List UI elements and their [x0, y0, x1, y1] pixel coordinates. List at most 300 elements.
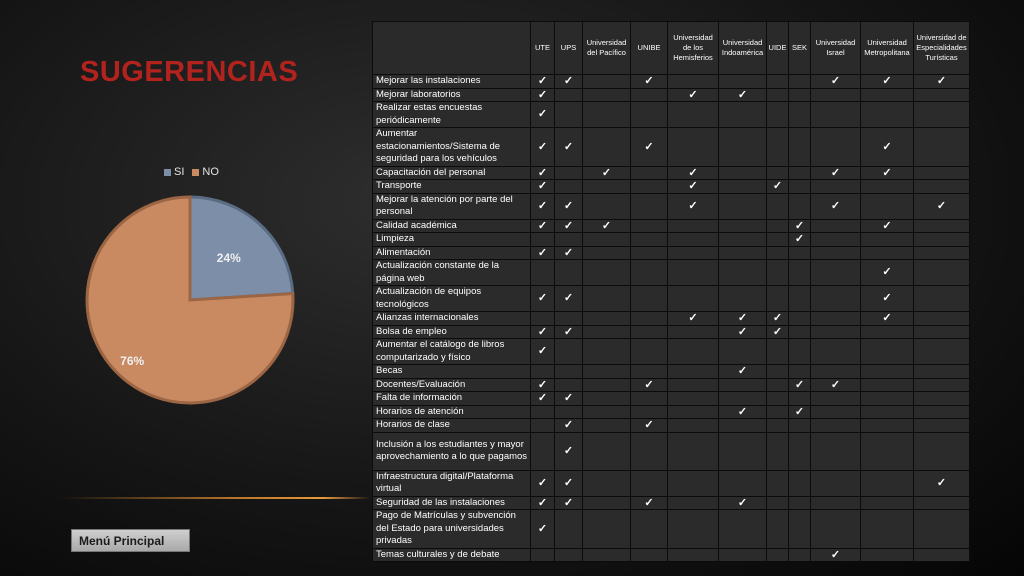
empty-cell: [811, 470, 861, 496]
check-icon: ✓: [555, 286, 583, 312]
check-icon: ✓: [531, 75, 555, 89]
check-icon: ✓: [719, 312, 767, 326]
empty-cell: [914, 128, 970, 167]
check-icon: ✓: [631, 419, 668, 433]
empty-cell: [811, 286, 861, 312]
empty-cell: [767, 102, 789, 128]
table-row: [373, 392, 970, 406]
empty-cell: [531, 233, 555, 247]
empty-cell: [811, 365, 861, 379]
check-icon: ✓: [789, 405, 811, 419]
table-row: [373, 233, 970, 247]
table-row: [373, 325, 970, 339]
chart-legend: [164, 166, 223, 178]
check-icon: ✓: [861, 128, 914, 167]
check-icon: ✓: [555, 219, 583, 233]
table-row: [373, 378, 970, 392]
table-row: [373, 219, 970, 233]
empty-cell: [583, 233, 631, 247]
empty-cell: [914, 339, 970, 365]
row-label: Becas: [373, 365, 531, 379]
check-icon: ✓: [555, 193, 583, 219]
empty-cell: [668, 325, 719, 339]
table-row: [373, 496, 970, 510]
empty-cell: [555, 339, 583, 365]
empty-cell: [719, 419, 767, 433]
empty-cell: [583, 102, 631, 128]
check-icon: ✓: [531, 470, 555, 496]
table-row: [373, 419, 970, 433]
empty-cell: [914, 166, 970, 180]
check-icon: ✓: [811, 193, 861, 219]
empty-cell: [583, 510, 631, 549]
column-header: Universidad del Pacífico: [583, 22, 631, 75]
empty-cell: [914, 325, 970, 339]
empty-cell: [583, 260, 631, 286]
empty-cell: [719, 75, 767, 89]
empty-cell: [789, 286, 811, 312]
empty-cell: [811, 233, 861, 247]
empty-cell: [861, 470, 914, 496]
empty-cell: [914, 510, 970, 549]
empty-cell: [811, 246, 861, 260]
row-label: Calidad académica: [373, 219, 531, 233]
empty-cell: [861, 419, 914, 433]
row-label: Alimentación: [373, 246, 531, 260]
empty-cell: [631, 312, 668, 326]
empty-cell: [631, 392, 668, 406]
empty-cell: [914, 496, 970, 510]
table-row: [373, 246, 970, 260]
table-row: [373, 470, 970, 496]
column-header: UTE: [531, 22, 555, 75]
check-icon: ✓: [531, 180, 555, 194]
empty-cell: [811, 88, 861, 102]
empty-cell: [789, 510, 811, 549]
table-row: [373, 180, 970, 194]
check-icon: ✓: [531, 102, 555, 128]
table-row: [373, 75, 970, 89]
empty-cell: [631, 405, 668, 419]
empty-cell: [789, 75, 811, 89]
empty-cell: [631, 246, 668, 260]
empty-cell: [631, 339, 668, 365]
empty-cell: [789, 339, 811, 365]
check-icon: ✓: [631, 496, 668, 510]
data-label-si: 24%: [216, 250, 241, 265]
check-icon: ✓: [531, 339, 555, 365]
empty-cell: [531, 260, 555, 286]
empty-cell: [631, 88, 668, 102]
check-icon: ✓: [531, 219, 555, 233]
empty-cell: [861, 548, 914, 562]
table-row: [373, 365, 970, 379]
check-icon: ✓: [668, 88, 719, 102]
check-icon: ✓: [861, 219, 914, 233]
empty-cell: [668, 419, 719, 433]
empty-cell: [914, 246, 970, 260]
check-icon: ✓: [531, 496, 555, 510]
row-label: Horarios de clase: [373, 419, 531, 433]
empty-cell: [789, 260, 811, 286]
check-icon: ✓: [914, 470, 970, 496]
legend-item-no: [192, 166, 219, 178]
pie-slice-si: [190, 197, 293, 300]
empty-cell: [583, 128, 631, 167]
empty-cell: [861, 88, 914, 102]
empty-cell: [811, 128, 861, 167]
decorative-divider: [60, 497, 370, 499]
empty-cell: [631, 470, 668, 496]
empty-cell: [767, 286, 789, 312]
empty-cell: [767, 88, 789, 102]
empty-cell: [555, 548, 583, 562]
pie-chart: [80, 190, 300, 410]
row-label: Mejorar la atención por parte del personal: [373, 193, 531, 219]
empty-cell: [719, 392, 767, 406]
empty-cell: [719, 193, 767, 219]
empty-cell: [583, 378, 631, 392]
main-menu-button[interactable]: Menú Principal: [71, 529, 190, 552]
empty-cell: [555, 166, 583, 180]
empty-cell: [531, 405, 555, 419]
table-row: [373, 339, 970, 365]
empty-cell: [914, 102, 970, 128]
check-icon: ✓: [531, 166, 555, 180]
empty-cell: [555, 233, 583, 247]
empty-cell: [789, 128, 811, 167]
empty-cell: [811, 496, 861, 510]
empty-cell: [789, 470, 811, 496]
check-icon: ✓: [531, 325, 555, 339]
table-row: [373, 166, 970, 180]
empty-cell: [555, 405, 583, 419]
row-label: Falta de información: [373, 392, 531, 406]
empty-cell: [583, 548, 631, 562]
empty-cell: [914, 432, 970, 470]
check-icon: ✓: [767, 325, 789, 339]
empty-cell: [555, 510, 583, 549]
row-label: Horarios de atención: [373, 405, 531, 419]
check-icon: ✓: [555, 496, 583, 510]
empty-cell: [583, 325, 631, 339]
empty-cell: [631, 510, 668, 549]
empty-cell: [914, 219, 970, 233]
empty-cell: [789, 88, 811, 102]
check-icon: ✓: [789, 378, 811, 392]
empty-cell: [767, 339, 789, 365]
empty-cell: [631, 365, 668, 379]
empty-cell: [555, 365, 583, 379]
row-label: Actualización de equipos tecnológicos: [373, 286, 531, 312]
check-icon: ✓: [811, 548, 861, 562]
empty-cell: [583, 88, 631, 102]
slide-title: SUGERENCIAS: [80, 56, 299, 88]
check-icon: ✓: [555, 128, 583, 167]
empty-cell: [631, 193, 668, 219]
empty-cell: [914, 405, 970, 419]
table-row: [373, 432, 970, 470]
empty-cell: [861, 392, 914, 406]
check-icon: ✓: [555, 75, 583, 89]
check-icon: ✓: [861, 75, 914, 89]
empty-cell: [914, 365, 970, 379]
legend-swatch-no: [192, 169, 199, 176]
empty-cell: [668, 339, 719, 365]
check-icon: ✓: [767, 180, 789, 194]
table-row: [373, 286, 970, 312]
empty-cell: [719, 339, 767, 365]
row-label: Limpieza: [373, 233, 531, 247]
row-label: Pago de Matrículas y subvención del Estado para universidades privadas: [373, 510, 531, 549]
empty-cell: [719, 102, 767, 128]
check-icon: ✓: [555, 246, 583, 260]
empty-cell: [719, 219, 767, 233]
empty-cell: [811, 325, 861, 339]
empty-cell: [811, 510, 861, 549]
check-icon: ✓: [811, 378, 861, 392]
empty-cell: [631, 166, 668, 180]
check-icon: ✓: [719, 365, 767, 379]
empty-cell: [767, 233, 789, 247]
column-header: Universidad Israel: [811, 22, 861, 75]
row-label: Temas culturales y de debate: [373, 548, 531, 562]
check-icon: ✓: [555, 419, 583, 433]
check-icon: ✓: [531, 88, 555, 102]
empty-cell: [531, 548, 555, 562]
row-label: Aumentar estacionamientos/Sistema de seguridad para los vehículos: [373, 128, 531, 167]
empty-cell: [767, 419, 789, 433]
empty-cell: [631, 432, 668, 470]
empty-cell: [767, 75, 789, 89]
empty-cell: [861, 405, 914, 419]
check-icon: ✓: [631, 75, 668, 89]
empty-cell: [914, 548, 970, 562]
check-icon: ✓: [531, 378, 555, 392]
table-row: [373, 510, 970, 549]
empty-cell: [789, 312, 811, 326]
empty-cell: [811, 260, 861, 286]
empty-cell: [767, 166, 789, 180]
empty-cell: [789, 548, 811, 562]
empty-cell: [555, 180, 583, 194]
empty-cell: [914, 233, 970, 247]
empty-cell: [767, 193, 789, 219]
empty-cell: [668, 405, 719, 419]
empty-cell: [811, 219, 861, 233]
empty-cell: [789, 166, 811, 180]
empty-cell: [789, 246, 811, 260]
empty-cell: [719, 432, 767, 470]
check-icon: ✓: [914, 75, 970, 89]
check-icon: ✓: [631, 378, 668, 392]
empty-cell: [767, 219, 789, 233]
empty-cell: [789, 102, 811, 128]
empty-cell: [668, 102, 719, 128]
empty-cell: [789, 392, 811, 406]
empty-cell: [767, 470, 789, 496]
empty-cell: [668, 470, 719, 496]
row-label: Aumentar el catálogo de libros computarizado y físico: [373, 339, 531, 365]
empty-cell: [719, 128, 767, 167]
empty-cell: [811, 392, 861, 406]
empty-cell: [555, 378, 583, 392]
empty-cell: [719, 233, 767, 247]
empty-cell: [914, 378, 970, 392]
empty-cell: [861, 339, 914, 365]
empty-cell: [861, 325, 914, 339]
empty-cell: [767, 128, 789, 167]
empty-cell: [668, 378, 719, 392]
empty-cell: [811, 405, 861, 419]
check-icon: ✓: [531, 392, 555, 406]
column-header: Universidad Indoamérica: [719, 22, 767, 75]
empty-cell: [767, 510, 789, 549]
check-icon: ✓: [719, 88, 767, 102]
empty-cell: [811, 312, 861, 326]
empty-cell: [767, 392, 789, 406]
empty-cell: [555, 88, 583, 102]
table-corner-header: [373, 22, 531, 75]
empty-cell: [789, 432, 811, 470]
empty-cell: [668, 510, 719, 549]
empty-cell: [668, 128, 719, 167]
check-icon: ✓: [668, 166, 719, 180]
legend-label-no: NO: [202, 166, 219, 178]
column-header: Universidad Metropolitana: [861, 22, 914, 75]
check-icon: ✓: [719, 405, 767, 419]
empty-cell: [555, 102, 583, 128]
column-header: UIDE: [767, 22, 789, 75]
empty-cell: [555, 312, 583, 326]
row-label: Transporte: [373, 180, 531, 194]
check-icon: ✓: [789, 233, 811, 247]
empty-cell: [811, 102, 861, 128]
empty-cell: [668, 246, 719, 260]
check-icon: ✓: [531, 286, 555, 312]
empty-cell: [914, 286, 970, 312]
empty-cell: [668, 496, 719, 510]
table-row: [373, 128, 970, 167]
empty-cell: [767, 548, 789, 562]
empty-cell: [719, 286, 767, 312]
row-label: Seguridad de las instalaciones: [373, 496, 531, 510]
check-icon: ✓: [531, 128, 555, 167]
empty-cell: [631, 325, 668, 339]
check-icon: ✓: [583, 166, 631, 180]
empty-cell: [789, 365, 811, 379]
check-icon: ✓: [811, 166, 861, 180]
empty-cell: [631, 180, 668, 194]
empty-cell: [583, 392, 631, 406]
empty-cell: [861, 365, 914, 379]
empty-cell: [914, 312, 970, 326]
table-row: [373, 193, 970, 219]
empty-cell: [719, 378, 767, 392]
table-row: [373, 405, 970, 419]
table-row: [373, 312, 970, 326]
empty-cell: [789, 419, 811, 433]
empty-cell: [583, 419, 631, 433]
empty-cell: [861, 233, 914, 247]
empty-cell: [668, 260, 719, 286]
empty-cell: [861, 378, 914, 392]
empty-cell: [719, 180, 767, 194]
empty-cell: [583, 180, 631, 194]
suggestions-table: [372, 21, 970, 562]
empty-cell: [531, 432, 555, 470]
empty-cell: [668, 75, 719, 89]
empty-cell: [789, 193, 811, 219]
empty-cell: [583, 286, 631, 312]
check-icon: ✓: [861, 312, 914, 326]
column-header: SEK: [789, 22, 811, 75]
empty-cell: [861, 510, 914, 549]
empty-cell: [719, 166, 767, 180]
empty-cell: [914, 419, 970, 433]
row-label: Alianzas internacionales: [373, 312, 531, 326]
table-row: [373, 102, 970, 128]
table-row: [373, 548, 970, 562]
empty-cell: [668, 392, 719, 406]
empty-cell: [914, 88, 970, 102]
check-icon: ✓: [631, 128, 668, 167]
empty-cell: [861, 102, 914, 128]
empty-cell: [583, 470, 631, 496]
empty-cell: [583, 75, 631, 89]
legend-item-si: [164, 166, 184, 178]
check-icon: ✓: [555, 325, 583, 339]
empty-cell: [767, 432, 789, 470]
empty-cell: [767, 405, 789, 419]
check-icon: ✓: [531, 193, 555, 219]
empty-cell: [531, 365, 555, 379]
empty-cell: [583, 246, 631, 260]
row-label: Inclusión a los estudiantes y mayor aprovechamiento a lo que pagamos: [373, 432, 531, 470]
check-icon: ✓: [531, 510, 555, 549]
legend-label-si: SI: [174, 166, 185, 178]
empty-cell: [668, 233, 719, 247]
empty-cell: [861, 180, 914, 194]
column-header: UNIBE: [631, 22, 668, 75]
row-label: Realizar estas encuestas periódicamente: [373, 102, 531, 128]
empty-cell: [767, 378, 789, 392]
check-icon: ✓: [668, 193, 719, 219]
column-header: Universidad de Especialidades Turísticas: [914, 22, 970, 75]
empty-cell: [811, 432, 861, 470]
empty-cell: [789, 496, 811, 510]
empty-cell: [719, 260, 767, 286]
empty-cell: [914, 180, 970, 194]
check-icon: ✓: [861, 286, 914, 312]
check-icon: ✓: [789, 219, 811, 233]
row-label: Capacitación del personal: [373, 166, 531, 180]
row-label: Infraestructura digital/Plataforma virtual: [373, 470, 531, 496]
empty-cell: [583, 365, 631, 379]
table-row: [373, 88, 970, 102]
check-icon: ✓: [555, 392, 583, 406]
empty-cell: [811, 180, 861, 194]
empty-cell: [631, 219, 668, 233]
empty-cell: [583, 405, 631, 419]
check-icon: ✓: [668, 180, 719, 194]
check-icon: ✓: [555, 470, 583, 496]
empty-cell: [861, 432, 914, 470]
empty-cell: [767, 365, 789, 379]
row-label: Actualización constante de la página web: [373, 260, 531, 286]
check-icon: ✓: [555, 432, 583, 470]
empty-cell: [631, 286, 668, 312]
